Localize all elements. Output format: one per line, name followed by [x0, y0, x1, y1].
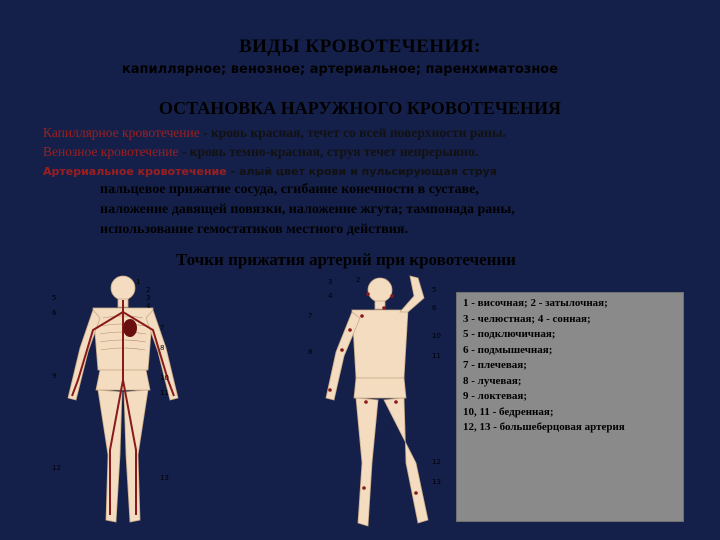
label-13: 13	[432, 478, 441, 486]
label-4: 4	[328, 292, 333, 300]
type-name: Артериальное кровотечение	[43, 165, 227, 178]
bleeding-types	[43, 123, 703, 181]
left-arm-shape	[68, 310, 100, 400]
legend-item: 10, 11 - бедренная;	[463, 405, 554, 418]
legend-item: 12, 13 - большеберцовая артерия	[463, 421, 625, 433]
stop-methods	[100, 180, 620, 240]
label-5: 5	[52, 294, 57, 302]
method-line: пальцевое прижатие сосуда, сгибание конечности в суставе,	[100, 182, 479, 197]
legend-item: 1 - височная; 2 - затылочная;	[463, 297, 608, 309]
method-line: использование гемостатиков местного действия.	[100, 222, 408, 237]
head-shape	[111, 276, 135, 300]
label-7: 7	[160, 324, 165, 332]
legend-item: 3 - челюстная; 4 - сонная;	[463, 312, 591, 325]
type-venous	[43, 142, 703, 161]
section-title: ОСТАНОВКА НАРУЖНОГО КРОВОТЕЧЕНИЯ	[158, 98, 562, 118]
label-2: 2	[356, 276, 361, 284]
type-desc: - кровь красная, течет со всей поверхности раны.	[199, 125, 506, 140]
label-2: 2	[146, 286, 151, 294]
head-shape	[368, 278, 392, 302]
pelvis-shape	[354, 378, 406, 398]
label-9: 9	[52, 372, 57, 380]
label-4: 4	[146, 302, 151, 310]
label-8: 8	[308, 348, 313, 356]
torso-shape	[352, 310, 408, 378]
label-3: 3	[146, 294, 151, 302]
pressure-points-legend	[456, 292, 684, 522]
label-7: 7	[308, 312, 313, 320]
legend-item: 5 - подключичная;	[463, 328, 556, 340]
pressure-points-title: Точки прижатия артерий при кровотечении	[176, 250, 516, 269]
type-name: Венозное кровотечение	[43, 144, 179, 159]
label-12: 12	[52, 464, 61, 472]
type-capillary	[43, 123, 703, 142]
type-desc: - алый цвет крови и пульсирующая струя	[226, 165, 497, 178]
legend-item: 9 - локтевая;	[463, 390, 528, 402]
slide-title: ВИДЫ КРОВОТЕЧЕНИЯ:	[238, 36, 481, 57]
label-13: 13	[160, 474, 169, 482]
legend-item: 7 - плечевая;	[463, 359, 527, 371]
label-6: 6	[432, 304, 437, 312]
label-10: 10	[432, 332, 441, 340]
label-3: 3	[328, 278, 333, 286]
label-12: 12	[432, 458, 441, 466]
label-5: 5	[432, 286, 437, 294]
label-10: 10	[160, 374, 169, 382]
label-8: 8	[160, 344, 165, 352]
label-1: 1	[136, 278, 141, 286]
legend-item: 6 - подмышечная;	[463, 343, 553, 356]
label-11: 11	[432, 352, 441, 360]
raised-arm-shape	[400, 276, 424, 312]
method-line: наложение давящей повязки, наложение жгута; тампонада раны,	[100, 202, 515, 217]
skeleton-figure	[48, 270, 198, 536]
bleeding-types-list: капиллярное; венозное; артериальное; паренхиматозное	[121, 62, 559, 77]
heart-shape	[123, 319, 137, 337]
label-6: 6	[52, 309, 57, 317]
type-desc: - кровь темно-красная, струя течет непрерывно.	[178, 144, 479, 159]
type-name: Капиллярное кровотечение	[43, 125, 200, 140]
label-11: 11	[160, 389, 169, 397]
type-arterial	[43, 161, 703, 181]
body-figure	[300, 268, 460, 536]
legend-item: 8 - лучевая;	[463, 374, 522, 387]
left-leg-shape	[356, 398, 378, 526]
right-leg-shape	[384, 398, 428, 523]
